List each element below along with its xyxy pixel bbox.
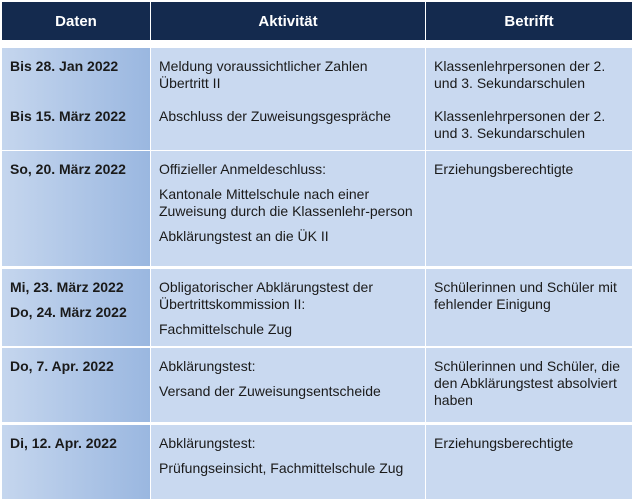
- date-cell: [2, 269, 150, 346]
- affected-text: Schülerinnen und Schüler mit fehlender Einigung: [434, 279, 617, 312]
- activity-cell: [151, 48, 425, 100]
- affected-text: Erziehungsberechtigte: [434, 435, 574, 451]
- date-text: Bis 15. März 2022: [10, 108, 126, 124]
- date-cell: [2, 348, 150, 422]
- header-betrifft: Betrifft: [426, 2, 632, 40]
- date-text: Do, 24. März 2022: [10, 304, 127, 320]
- activity-text: Abschluss der Zuweisungsgespräche: [159, 108, 391, 124]
- table-row: [2, 425, 632, 499]
- header-aktivitaet: Aktivität: [151, 2, 425, 40]
- table-header: [2, 2, 632, 40]
- activity-cell: [151, 151, 425, 266]
- activity-text: Abklärungstest an die ÜK II: [159, 228, 329, 244]
- table-row: [2, 348, 632, 422]
- date-text: Bis 28. Jan 2022: [10, 58, 119, 74]
- affected-cell: [426, 348, 632, 422]
- table-row: [2, 98, 632, 148]
- date-cell: [2, 48, 150, 100]
- date-text: Do, 7. Apr. 2022: [10, 358, 114, 374]
- affected-text: Klassenlehrpersonen der 2. und 3. Sekundarschulen: [434, 108, 606, 141]
- schedule-table: [2, 2, 632, 502]
- activity-cell: [151, 425, 425, 499]
- header-daten: Daten: [2, 2, 150, 40]
- affected-cell: [426, 425, 632, 499]
- table-row: [2, 269, 632, 345]
- date-cell: [2, 425, 150, 499]
- activity-cell: [151, 98, 425, 150]
- affected-text: Klassenlehrpersonen der 2. und 3. Sekundarschulen: [434, 58, 606, 91]
- activity-text: Kantonale Mittelschule nach einer Zuweisung durch die Klassenlehr-person: [159, 186, 413, 219]
- date-text: So, 20. März 2022: [10, 161, 126, 177]
- activity-text: Abklärungstest:: [159, 435, 256, 451]
- affected-cell: [426, 151, 632, 266]
- date-text: Mi, 23. März 2022: [10, 279, 124, 295]
- affected-cell: [426, 98, 632, 150]
- activity-text: Fachmittelschule Zug: [159, 321, 293, 337]
- activity-text: Obligatorischer Abklärungstest der Übertrittskommission II:: [159, 279, 373, 312]
- table-row: [2, 48, 632, 95]
- activity-text: Offizieller Anmeldeschluss:: [159, 161, 327, 177]
- affected-text: Schülerinnen und Schüler, die den Abklärungstest absolviert haben: [434, 358, 621, 408]
- activity-text: Prüfungseinsicht, Fachmittelschule Zug: [159, 460, 404, 476]
- affected-text: Erziehungsberechtigte: [434, 161, 574, 177]
- activity-text: Versand der Zuweisungsentscheide: [159, 383, 381, 399]
- activity-cell: [151, 348, 425, 422]
- date-text: Di, 12. Apr. 2022: [10, 435, 117, 451]
- date-cell: [2, 98, 150, 150]
- activity-text: Meldung voraussichtlicher Zahlen Übertritt II: [159, 58, 368, 91]
- affected-cell: [426, 48, 632, 100]
- affected-cell: [426, 269, 632, 346]
- activity-cell: [151, 269, 425, 346]
- activity-text: Abklärungstest:: [159, 358, 256, 374]
- date-cell: [2, 151, 150, 266]
- table-row: [2, 151, 632, 266]
